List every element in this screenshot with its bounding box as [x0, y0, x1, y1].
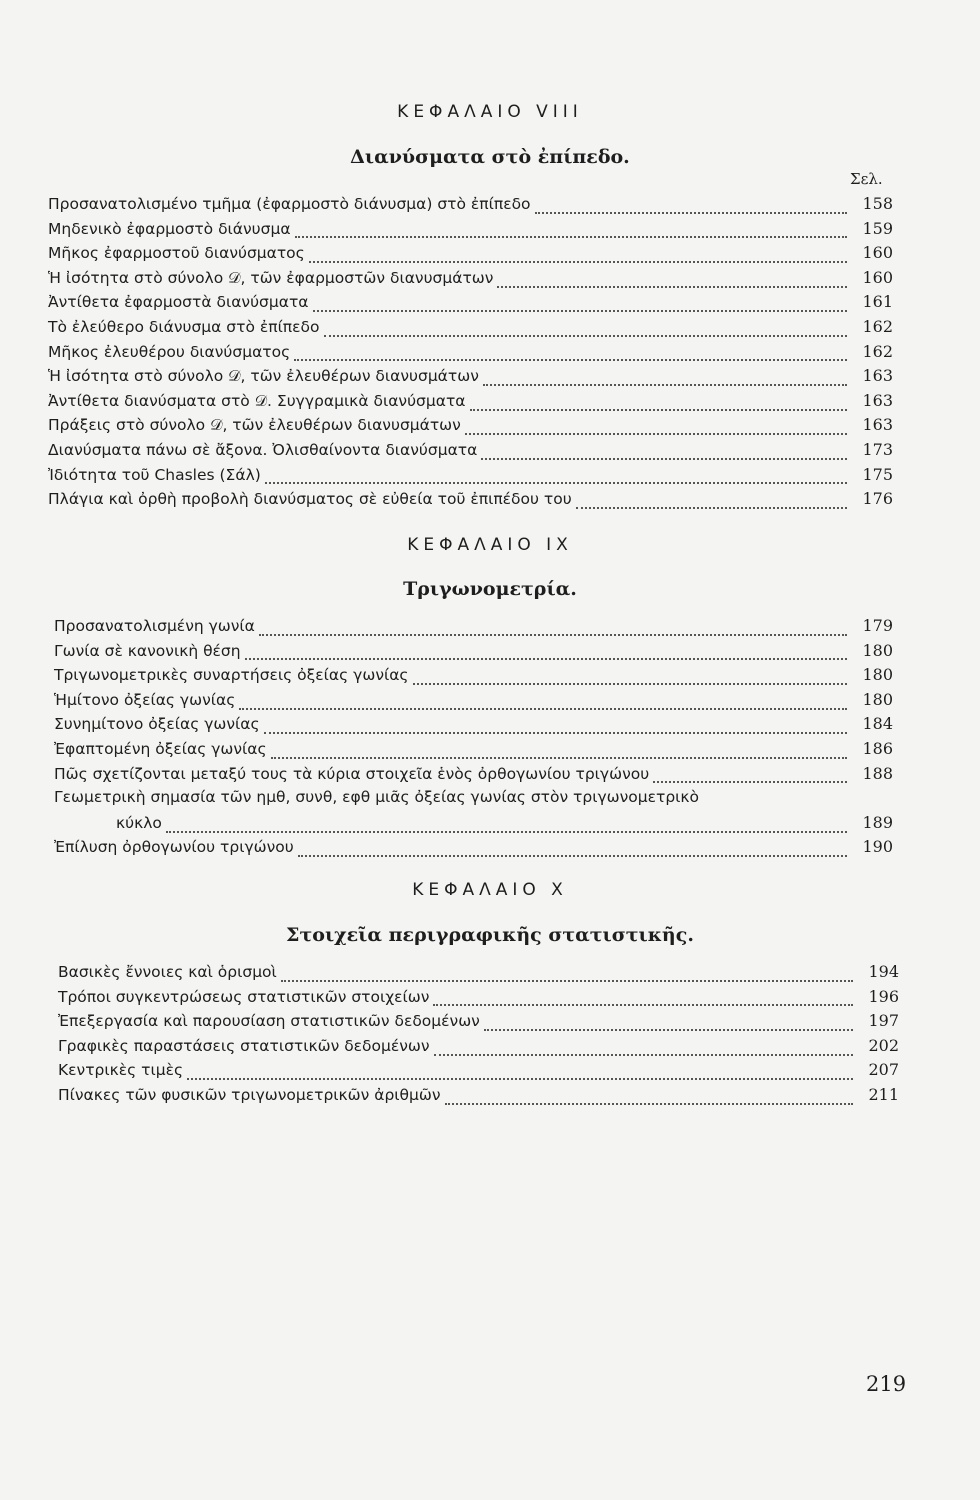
toc-entry[interactable]: [58, 1036, 899, 1061]
toc-entry[interactable]: [48, 194, 893, 219]
toc-entry-label: Ἀντίθετα διανύσματα στὸ 𝒟. Συγγραμικὰ διανύσματα: [48, 391, 466, 410]
toc-entry-label: Πίνακες τῶν φυσικῶν τριγωνομετρικῶν ἀριθμῶν: [58, 1085, 441, 1104]
dot-leader: [483, 383, 847, 386]
toc-entry-label: Συνημίτονο ὀξείας γωνίας: [54, 715, 260, 734]
toc-entry-page: 163: [862, 390, 893, 410]
page-column-label: Σελ.: [850, 170, 883, 188]
chapter-9-title: Τριγωνομετρία.: [403, 578, 577, 600]
toc-entry[interactable]: [58, 962, 899, 987]
toc-entry[interactable]: [48, 292, 893, 317]
toc-entry-label: Προσανατολισμένο τμῆμα (ἐφαρμοστὸ διάνυσμα) στὸ ἐπίπεδο: [48, 195, 531, 213]
toc-entry-page: 175: [862, 464, 893, 484]
toc-entry-page: 184: [862, 714, 893, 734]
toc-entry-label: Ἰδιότητα τοῦ Chasles (Σάλ): [48, 465, 261, 484]
chapter-8-toc: [48, 194, 893, 514]
toc-entry[interactable]: [48, 391, 893, 416]
toc-entry[interactable]: [48, 219, 893, 244]
dot-leader: [309, 260, 847, 263]
toc-entry-page: 202: [868, 1035, 899, 1055]
dot-leader: [295, 235, 847, 238]
toc-entry-page: 180: [862, 640, 893, 660]
dot-leader: [245, 657, 847, 660]
toc-entry-label: Πράξεις στὸ σύνολο 𝒟, τῶν ἐλευθέρων διανυσμάτων: [48, 416, 461, 435]
toc-entry-label: Ἡμίτονο ὀξείας γωνίας: [54, 690, 236, 709]
dot-leader: [259, 633, 847, 636]
toc-entry-page: 179: [862, 616, 893, 635]
toc-entry[interactable]: [54, 616, 893, 641]
toc-entry[interactable]: [54, 788, 893, 837]
toc-entry-label: Ἐπίλυση ὀρθογωνίου τριγώνου: [54, 838, 294, 857]
toc-entry-label: Ἡ ἰσότητα στὸ σύνολο 𝒟, τῶν ἐλευθέρων διανυσμάτων: [48, 367, 479, 386]
toc-entry[interactable]: [58, 1085, 899, 1110]
chapter-9-entries: [54, 616, 893, 788]
dot-leader: [481, 457, 847, 460]
toc-entry-page: 180: [862, 665, 893, 685]
chapter-9-toc: [54, 616, 893, 862]
dot-leader: [576, 506, 847, 509]
page-number: 219: [866, 1372, 907, 1396]
toc-entry-page: 160: [862, 243, 893, 263]
toc-entry-label: Ἐφαπτομένη ὀξείας γωνίας: [54, 739, 267, 758]
toc-entry[interactable]: [54, 837, 893, 862]
toc-entry-label: Πῶς σχετίζονται μεταξύ τους τὰ κύρια στοιχεῖα ἑνὸς ὀρθογωνίου τριγώνου: [54, 764, 650, 783]
toc-entry-page: 190: [862, 837, 893, 857]
toc-entry-label: Τὸ ἐλεύθερο διάνυσμα στὸ ἐπίπεδο: [48, 317, 320, 336]
toc-entry-page: 197: [868, 1011, 899, 1031]
toc-entry-label: Γωνία σὲ κανονικὴ θέση: [54, 641, 241, 660]
dot-leader: [535, 211, 847, 214]
dot-leader: [484, 1028, 853, 1031]
toc-entry-label: Βασικὲς ἔννοιες καὶ ὁρισμοὶ: [58, 963, 277, 981]
dot-leader: [445, 1102, 853, 1105]
toc-entry-page: 162: [862, 341, 893, 361]
dot-leader: [166, 830, 847, 833]
toc-entry-label: Ἀντίθετα ἐφαρμοστὰ διανύσματα: [48, 293, 309, 312]
dot-leader: [281, 979, 853, 982]
dot-leader: [271, 756, 847, 759]
dot-leader: [413, 682, 847, 685]
toc-entry-label-continued: κύκλο: [116, 813, 162, 832]
chapter-8-title: Διανύσματα στὸ ἐπίπεδο.: [350, 146, 630, 168]
toc-entry-label: Μῆκος ἐλευθέρου διανύσματος: [48, 342, 291, 361]
toc-entry[interactable]: [48, 440, 893, 465]
dot-leader: [433, 1003, 853, 1006]
toc-entry-label: Ἐπεξεργασία καὶ παρουσίαση στατιστικῶν δεδομένων: [58, 1012, 480, 1031]
toc-entry-page: 194: [868, 962, 899, 981]
toc-entry[interactable]: [58, 1011, 899, 1036]
dot-leader: [465, 432, 847, 435]
toc-entry-page: 158: [862, 194, 893, 213]
toc-entry-label: Προσανατολισμένη γωνία: [54, 617, 255, 635]
toc-entry[interactable]: [58, 987, 899, 1012]
toc-entry[interactable]: [48, 342, 893, 367]
dot-leader: [497, 285, 847, 288]
toc-entry[interactable]: [54, 641, 893, 666]
toc-entry-page: 180: [862, 689, 893, 709]
toc-entry-label: Γραφικὲς παραστάσεις στατιστικῶν δεδομένων: [58, 1036, 430, 1055]
toc-entry-page: 207: [868, 1060, 899, 1080]
dot-leader: [324, 334, 848, 337]
dot-leader: [298, 854, 847, 857]
chapter-10-toc: [58, 962, 899, 1110]
dot-leader: [653, 780, 847, 783]
toc-entry-page: 160: [862, 267, 893, 287]
dot-leader: [470, 408, 848, 411]
dot-leader: [294, 358, 847, 361]
toc-entry-label: Κεντρικὲς τιμὲς: [58, 1061, 184, 1080]
toc-entry[interactable]: [58, 1060, 899, 1085]
dot-leader: [313, 309, 847, 312]
toc-entry[interactable]: [48, 489, 893, 514]
toc-entry[interactable]: [48, 415, 893, 440]
toc-entry-label: Μῆκος ἐφαρμοστοῦ διανύσματος: [48, 244, 305, 263]
toc-entry-page: 189: [862, 812, 893, 832]
toc-entry[interactable]: [54, 665, 893, 690]
toc-entry[interactable]: [48, 366, 893, 391]
toc-entry-page: 162: [862, 316, 893, 336]
dot-leader: [264, 731, 847, 734]
dot-leader: [239, 707, 847, 710]
toc-entry-page: 173: [862, 439, 893, 459]
toc-entry-page: 188: [862, 763, 893, 783]
toc-entry-page: 159: [862, 218, 893, 238]
toc-entry[interactable]: [48, 317, 893, 342]
chapter-10-heading: ΚΕΦΑΛΑΙΟ X: [412, 880, 568, 900]
toc-entry[interactable]: [48, 268, 893, 293]
chapter-9-heading: ΚΕΦΑΛΑΙΟ IX: [407, 535, 573, 555]
toc-entry-page: 176: [862, 489, 893, 509]
toc-entry-page: 196: [868, 986, 899, 1006]
chapter-8-heading: ΚΕΦΑΛΑΙΟ VIII: [397, 102, 583, 122]
toc-entry-page: 163: [862, 366, 893, 386]
toc-entry-page: 211: [868, 1084, 899, 1104]
toc-entry[interactable]: [54, 690, 893, 715]
dot-leader: [265, 481, 847, 484]
toc-entry-label: Γεωμετρικὴ σημασία τῶν ημθ, συνθ, εφθ μιᾶς ὀξείας γωνίας στὸν τριγωνομετρικὸ: [54, 788, 700, 807]
toc-entry-label: Τρόποι συγκεντρώσεως στατιστικῶν στοιχείων: [58, 987, 430, 1006]
chapter-10-title: Στοιχεῖα περιγραφικῆς στατιστικῆς.: [286, 924, 694, 946]
toc-entry[interactable]: [48, 465, 893, 490]
toc-entry-page: 161: [862, 292, 893, 312]
toc-entry[interactable]: [48, 243, 893, 268]
toc-entry-label: Διανύσματα πάνω σὲ ἄξονα. Ὀλισθαίνοντα διανύσματα: [48, 440, 478, 459]
toc-entry-page: 163: [862, 415, 893, 435]
toc-entry[interactable]: [54, 714, 893, 739]
toc-entry-label: Πλάγια καὶ ὀρθὴ προβολὴ διανύσματος σὲ εὐθεία τοῦ ἐπιπέδου του: [48, 490, 572, 509]
toc-entry[interactable]: [54, 764, 893, 789]
toc-entry-page: 186: [862, 738, 893, 758]
dot-leader: [187, 1077, 853, 1080]
toc-entry-label: Τριγωνομετρικὲς συναρτήσεις ὀξείας γωνίας: [54, 666, 409, 685]
dot-leader: [434, 1053, 853, 1056]
toc-entry-label: Ἡ ἰσότητα στὸ σύνολο 𝒟, τῶν ἐφαρμοστῶν διανυσμάτων: [48, 268, 494, 287]
toc-entry-label: Μηδενικὸ ἐφαρμοστὸ διάνυσμα: [48, 219, 291, 238]
toc-entry[interactable]: [54, 739, 893, 764]
